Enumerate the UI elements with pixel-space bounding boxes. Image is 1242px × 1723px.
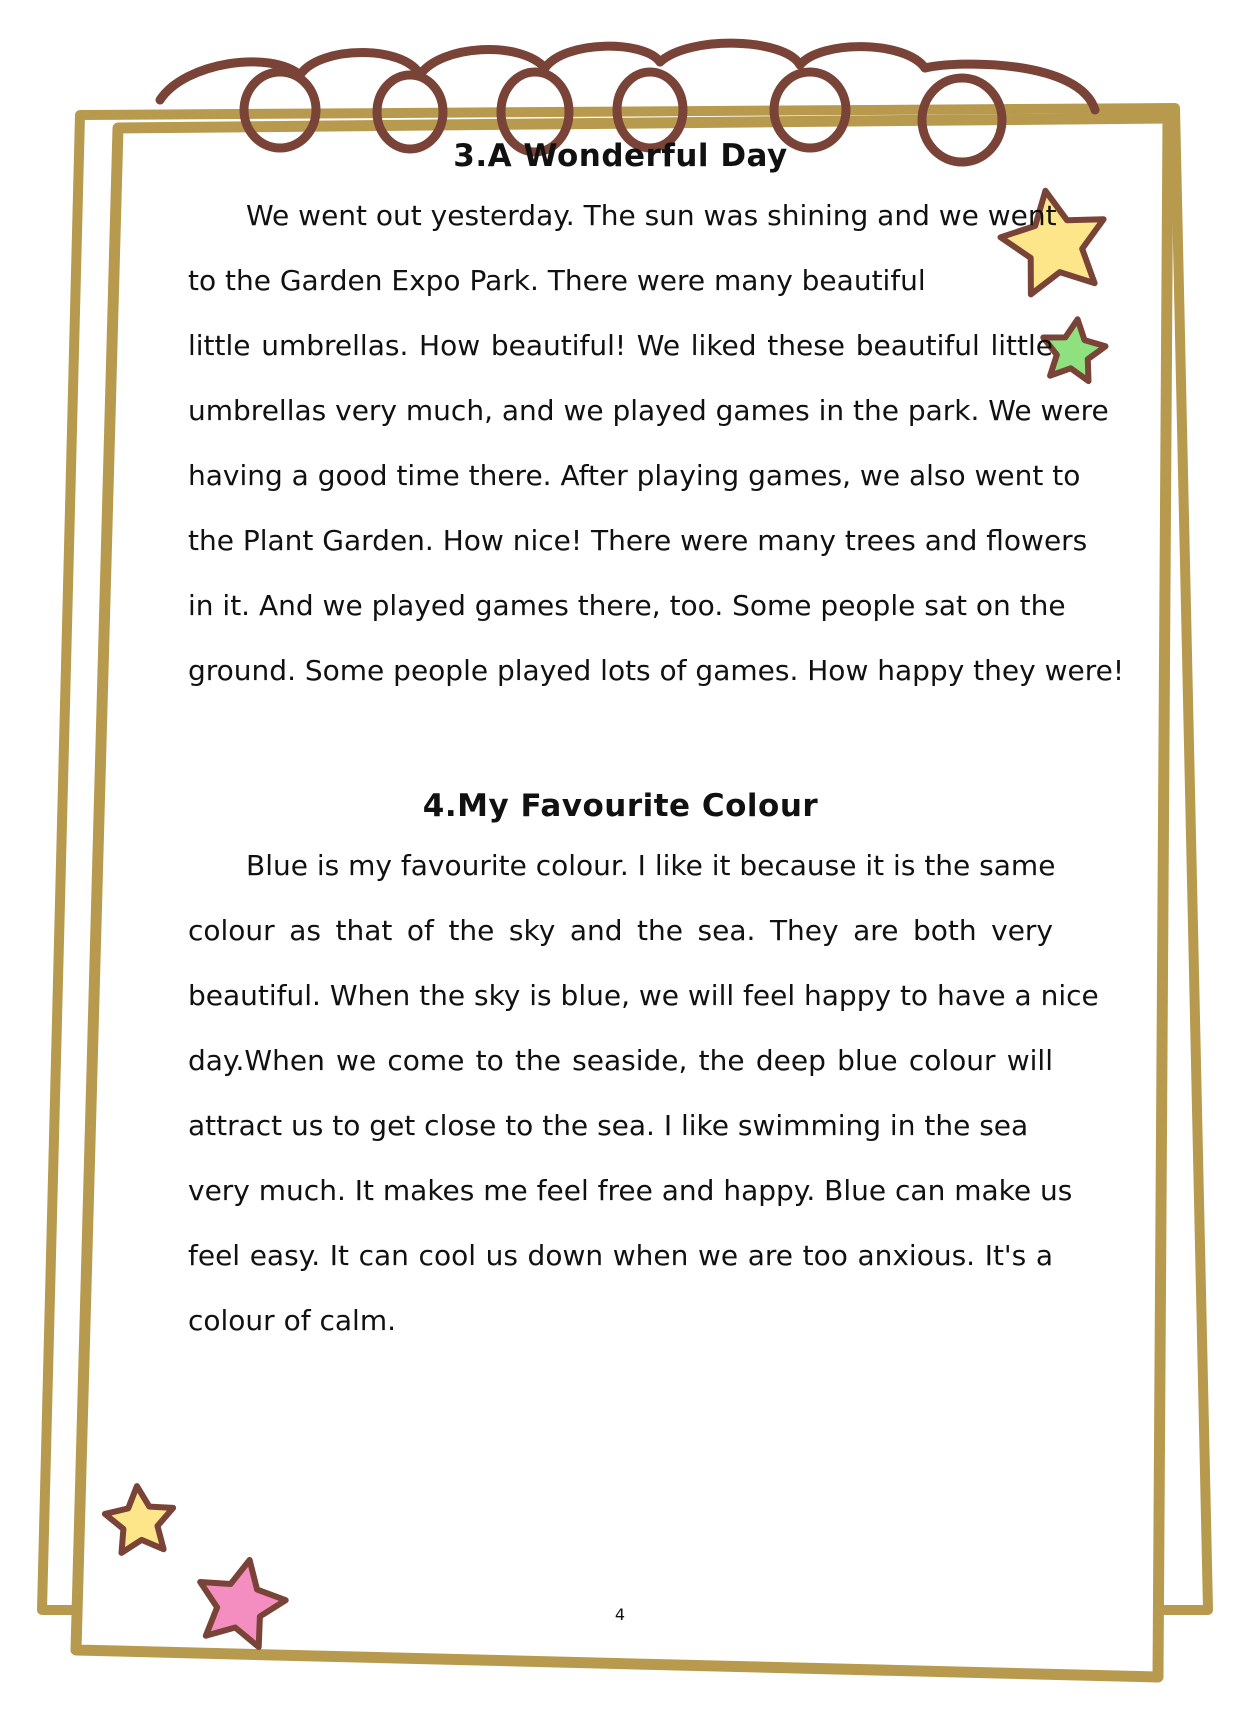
essay-title: 4.My Favourite Colour — [422, 788, 819, 824]
essay-line: in it. And we played games there, too. Some people sat on the — [188, 589, 1066, 622]
essay-line: to the Garden Expo Park. There were many beautiful — [188, 264, 926, 297]
essay-line: having a good time there. After playing games, we also went to — [188, 459, 1081, 492]
essay-line: colour of calm. — [188, 1304, 396, 1337]
essay-line: little umbrellas. How beautiful! We liked these beautiful little — [188, 329, 1053, 362]
essay-line: attract us to get close to the sea. I like swimming in the sea — [188, 1109, 1029, 1142]
page-number: 4 — [614, 1605, 626, 1624]
essay-line: the Plant Garden. How nice! There were many trees and flowers — [188, 524, 1088, 557]
essay-favourite-colour — [188, 788, 1099, 1353]
essay-line: beautiful. When the sky is blue, we will feel happy to have a nice — [188, 979, 1099, 1012]
essay-line: We went out yesterday. The sun was shining and we went — [246, 199, 1057, 232]
essay-line: feel easy. It can cool us down when we are too anxious. It's a — [188, 1239, 1053, 1272]
essay-wonderful-day — [188, 138, 1125, 703]
essay-line: umbrellas very much, and we played games in the park. We were — [188, 394, 1109, 427]
essay-line: day.When we come to the seaside, the deep blue colour will — [188, 1044, 1053, 1077]
essay-title: 3.A Wonderful Day — [453, 138, 788, 174]
essay-line: colour as that of the sky and the sea. They are both very — [188, 914, 1053, 947]
essay-body — [188, 183, 1125, 703]
essay-line: very much. It makes me feel free and happy. Blue can make us — [188, 1174, 1073, 1207]
essay-body — [188, 833, 1099, 1353]
essay-line: ground. Some people played lots of games. How happy they were! — [188, 654, 1125, 687]
essay-line: Blue is my favourite colour. I like it because it is the same — [246, 849, 1056, 882]
